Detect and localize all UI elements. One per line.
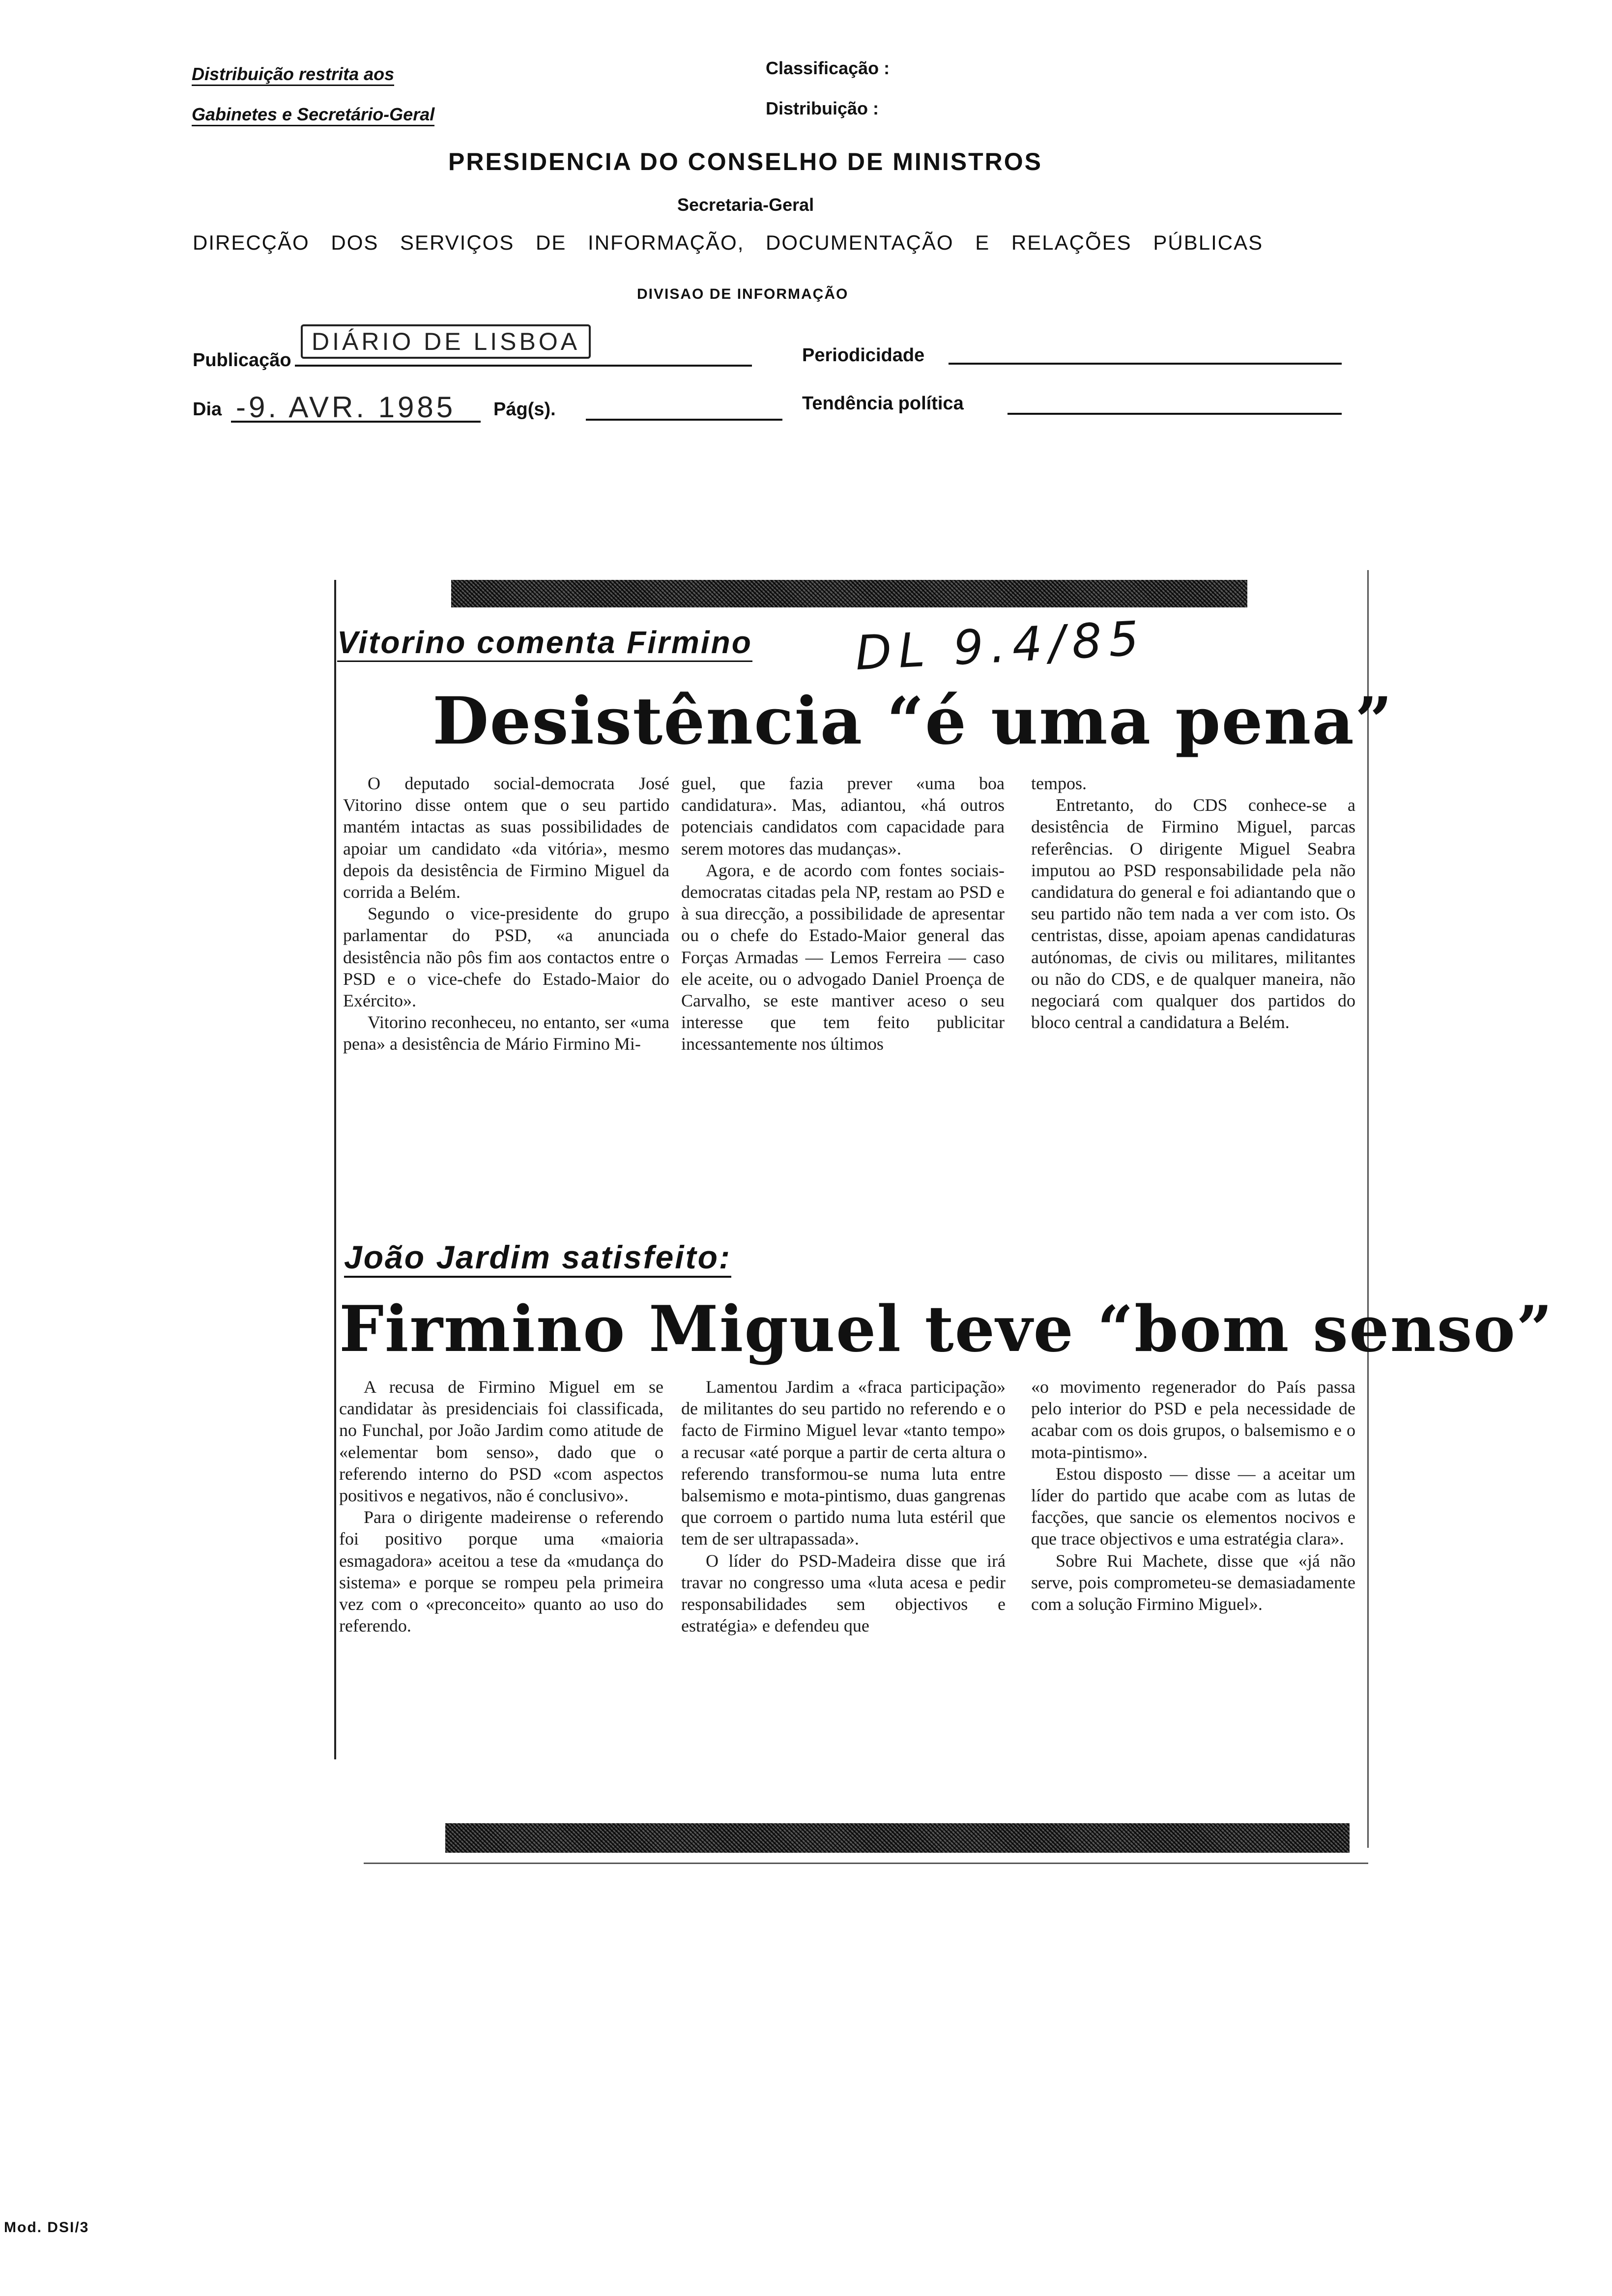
article2-headline: Firmino Miguel teve “bom senso” bbox=[339, 1292, 1554, 1366]
direccao-label: DIRECÇÃO DOS SERVIÇOS DE INFORMAÇÃO, DOCUMENTAÇÃO E RELAÇÕES PÚBLICAS bbox=[193, 231, 1264, 254]
publicacao-line bbox=[295, 365, 752, 367]
pags-line bbox=[586, 419, 782, 421]
pags-label: Pág(s). bbox=[493, 399, 556, 420]
article1-col2-para: guel, que fazia prever «uma boa candidatura». Mas, adiantou, «há outros potenciais candidatos com capacidade para serem motores das mudanças». bbox=[681, 774, 1005, 859]
periodicidade-label: Periodicidade bbox=[802, 345, 925, 366]
article2-col2-para: O líder do PSD-Madeira disse que irá travar no congresso uma «luta acesa e pedir responsabilidades sem objectivos e estratégia» e defendeu que bbox=[681, 1550, 1006, 1636]
article2-col1-para: A recusa de Firmino Miguel em se candidatar às presidenciais foi classificada, no Funchal, por João Jardim como atitude de «elementar bom senso», dado que o referendo interno do PSD «com aspectos positivos e negativos, não é conclusivo». bbox=[339, 1377, 663, 1506]
tendencia-line bbox=[1008, 413, 1342, 415]
article2-column-3 bbox=[1031, 1376, 1355, 1818]
article1-column-3 bbox=[1031, 773, 1355, 1208]
article1-headline: Desistência “é uma pena” bbox=[432, 683, 1393, 759]
article2-col3-para: Estou disposto — disse — a aceitar um líder do partido que acabe com as lutas de facções, que sancie os elementos nocivos e que trace objectivos e uma estratégia clara». bbox=[1031, 1464, 1355, 1549]
clipping-left-border bbox=[334, 580, 336, 1759]
article2-bottom-band bbox=[445, 1823, 1350, 1853]
form-code: Mod. DSI/3 bbox=[4, 2219, 89, 2236]
publicacao-label: Publicação bbox=[193, 350, 291, 371]
restricted-line-1: Distribuição restrita aos bbox=[192, 64, 394, 86]
article1-top-band bbox=[451, 580, 1247, 607]
article1-kicker: Vitorino comenta Firmino bbox=[337, 624, 752, 662]
article2-column-1 bbox=[339, 1376, 663, 1818]
handwritten-note: DL 9.4/85 bbox=[854, 610, 1147, 681]
article1-col1-para: Segundo o vice-presidente do grupo parlamentar do PSD, «a anunciada desistência não pôs fim aos contactos entre o PSD e o vice-chefe do Estado-Maior do Exército». bbox=[343, 904, 669, 1011]
article1-col1-para: Vitorino reconheceu, no entanto, ser «uma pena» a desistência de Mário Firmino Mi- bbox=[343, 1012, 669, 1054]
divisao-label: DIVISAO DE INFORMAÇÃO bbox=[637, 286, 849, 302]
article2-col3-para: «o movimento regenerador do País passa pelo interior do PSD e pela necessidade de acabar com os dois grupos, o balsemismo e o mota-pintismo». bbox=[1031, 1377, 1355, 1462]
article2-col1-para: Para o dirigente madeirense o referendo foi positivo porque uma «maioria esmagadora» aceitou a tese da «mudança do sistema» e porque se rompeu pela primeira vez com o «preconceito» quanto ao uso do referendo. bbox=[339, 1507, 663, 1636]
article1-col1-para: O deputado social-democrata José Vitorino disse ontem que o seu partido mantém intactas as suas possibilidades de apoiar um candidato «da vitória», mesmo depois da desistência de Firmino Miguel da corrida a Belém. bbox=[343, 774, 669, 902]
article1-column-2 bbox=[681, 773, 1005, 1208]
org-title: PRESIDENCIA DO CONSELHO DE MINISTROS bbox=[448, 148, 1043, 175]
clipping-right-border bbox=[1367, 570, 1369, 1848]
article2-col3-para: Sobre Rui Machete, disse que «já não serve, pois comprometeu-se demasiadamente com a solução Firmino Miguel». bbox=[1031, 1550, 1355, 1614]
dia-line bbox=[231, 421, 481, 423]
date-stamp: -9. AVR. 1985 bbox=[236, 391, 456, 424]
tendencia-label: Tendência política bbox=[802, 393, 964, 414]
classificacao-label: Classificação : bbox=[766, 58, 890, 78]
dia-label: Dia bbox=[193, 399, 222, 420]
distribuicao-label: Distribuição : bbox=[766, 98, 879, 118]
clipping-bottom-border bbox=[364, 1863, 1368, 1864]
article1-col3-para: tempos. bbox=[1031, 774, 1087, 793]
article1-col2-para: Agora, e de acordo com fontes sociais-democratas citadas pela NP, restam ao PSD e à sua direcção, a possibilidade de apresentar ou o chefe do Estado-Maior general das Forças Armadas — Lemos Ferreira — caso ele aceite, ou o advogado Daniel Proença de Carvalho, se este mantiver aceso o seu interesse que tem feito publicitar incessantemente nos últimos bbox=[681, 860, 1005, 1054]
secretaria-label: Secretaria-Geral bbox=[677, 195, 814, 215]
restricted-line-2: Gabinetes e Secretário-Geral bbox=[192, 104, 434, 126]
article2-col2-para: Lamentou Jardim a «fraca participação» de militantes do seu partido no referendo e o facto de Firmino Miguel levar «tanto tempo» a recusar «até porque a partir de certa altura o referendo transformou-se numa luta entre balsemismo e mota-pintismo, duas gangrenas que corroem o partido numa luta estéril que tem de ser ultrapassada». bbox=[681, 1377, 1006, 1549]
article1-column-1 bbox=[343, 773, 669, 1208]
article1-col3-para: Entretanto, do CDS conhece-se a desistência de Firmino Miguel, parcas referências. O dirigente Miguel Seabra imputou ao PSD responsabilidade pela não candidatura do general e foi adiantando que o seu partido não tem nada a ver com isto. Os centristas, disse, apoiam apenas candidaturas autónomas, de civis ou militares, militantes ou não do CDS, e de qualquer maneira, não negociará com qualquer dos partidos do bloco central a candidatura a Belém. bbox=[1031, 795, 1355, 1033]
article2-column-2 bbox=[681, 1376, 1006, 1818]
article2-kicker: João Jardim satisfeito: bbox=[344, 1238, 731, 1278]
periodicidade-line bbox=[949, 363, 1342, 365]
publication-stamp: DIÁRIO DE LISBOA bbox=[301, 324, 591, 359]
